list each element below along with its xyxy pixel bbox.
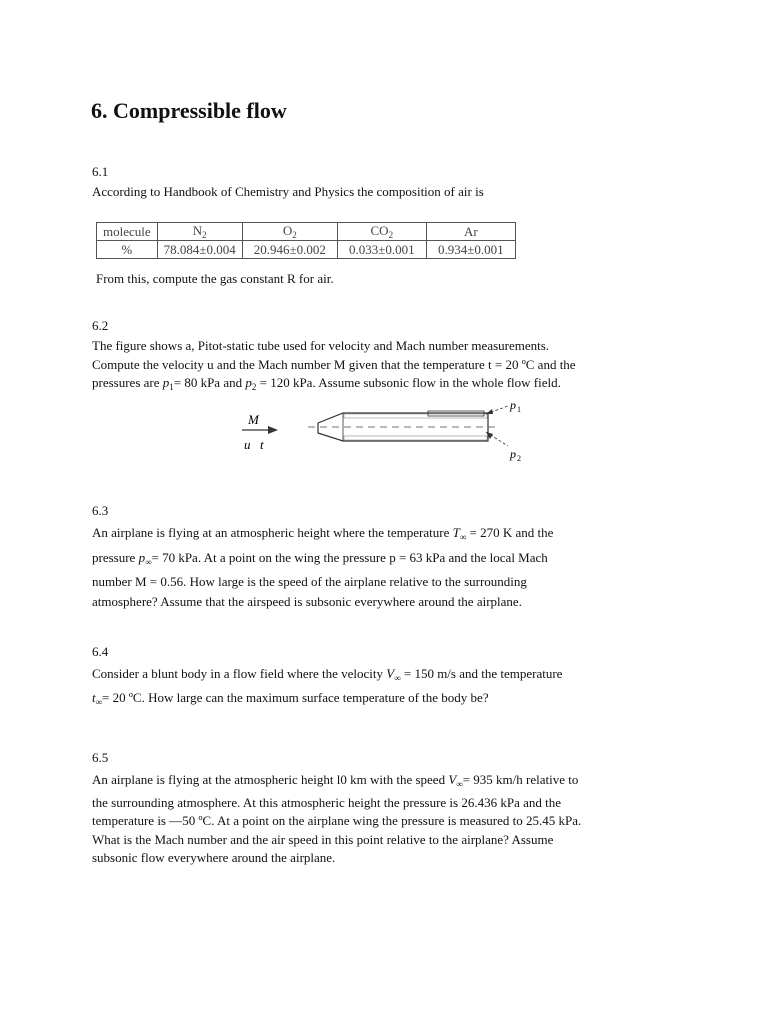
problem-6-2-text: The figure shows a, Pitot-static tube used for velocity and Mach number measurements. Compute the velocity u and the Mach number M given that the temperature t = 20 ºC and the pressures are $p_1= 80$ kPa and $p_2 = 120$ kPa. Assume subsonic flow in the whole flow field. [92, 338, 576, 392]
pitot-static-tube-figure [238, 396, 538, 468]
table-header-row [97, 223, 516, 241]
problem-6-1-intro: According to Handbook of Chemistry and Physics the composition of air is [92, 184, 484, 199]
problem-number-6-4: 6.4 [92, 644, 109, 659]
figure-label-u: u [244, 437, 251, 452]
figure-label-p2: p [510, 447, 516, 461]
table-row [97, 241, 516, 259]
table-cell: 20.946±0.002 [242, 241, 337, 259]
table-cell: 0.033±0.001 [337, 241, 426, 259]
figure-label-p1: p [510, 398, 516, 412]
page-title: 6. Compressible flow [91, 98, 287, 123]
figure-label-p1-sub: 1 [517, 405, 521, 414]
table-cell: 78.084±0.004 [157, 241, 242, 259]
air-composition-table [96, 222, 516, 259]
figure-label-p2-sub: 2 [517, 454, 521, 463]
table-header-cell: $N_2$ [157, 223, 242, 241]
figure-label-m: M [248, 412, 259, 427]
table-header-cell: $O_2$ [242, 223, 337, 241]
problem-6-3-text: An airplane is flying at an atmospheric height where the temperature $T_\infty = 270$ K and the pressure $p_\infty= 70$ kPa. At a point on the wing the pressure p = 63 kPa and the local Mach number M = 0.56. How large is the speed of the airplane relative to the surrounding atmosphere? Assume that the airspeed is subsonic everywhere around the airplane. [92, 525, 554, 609]
problem-number-6-5: 6.5 [92, 750, 109, 765]
problem-number-6-3: 6.3 [92, 503, 109, 518]
problem-number-6-1: 6.1 [92, 164, 109, 179]
problem-6-1-question: From this, compute the gas constant R for air. [96, 271, 334, 286]
table-header-cell: $CO_2$ [337, 223, 426, 241]
table-header-cell: molecule [97, 223, 158, 241]
problem-6-4-text: Consider a blunt body in a flow field where the velocity $V_\infty = 150$ m/s and the temperature $t_\infty= 20$ ºC. How large can the maximum surface temperature of the body be? [92, 666, 563, 707]
table-cell: % [97, 241, 158, 259]
table-cell: 0.934±0.001 [426, 241, 515, 259]
table-header-cell: Ar [426, 223, 515, 241]
problem-number-6-2: 6.2 [92, 318, 109, 333]
figure-label-t: t [260, 437, 264, 452]
problem-6-5-text: An airplane is flying at the atmospheric height l0 km with the speed $V_\infty= 935$ km/h relative to the surrounding atmosphere. At this atmospheric height the pressure is 26.436 kPa and the temperature is —50 ºC. At a point on the airplane wing the pressure is measured to 25.45 kPa. What is the Mach number and the air speed in this point relative to the airplane? Assume subsonic flow everywhere around the airplane. [92, 772, 582, 865]
